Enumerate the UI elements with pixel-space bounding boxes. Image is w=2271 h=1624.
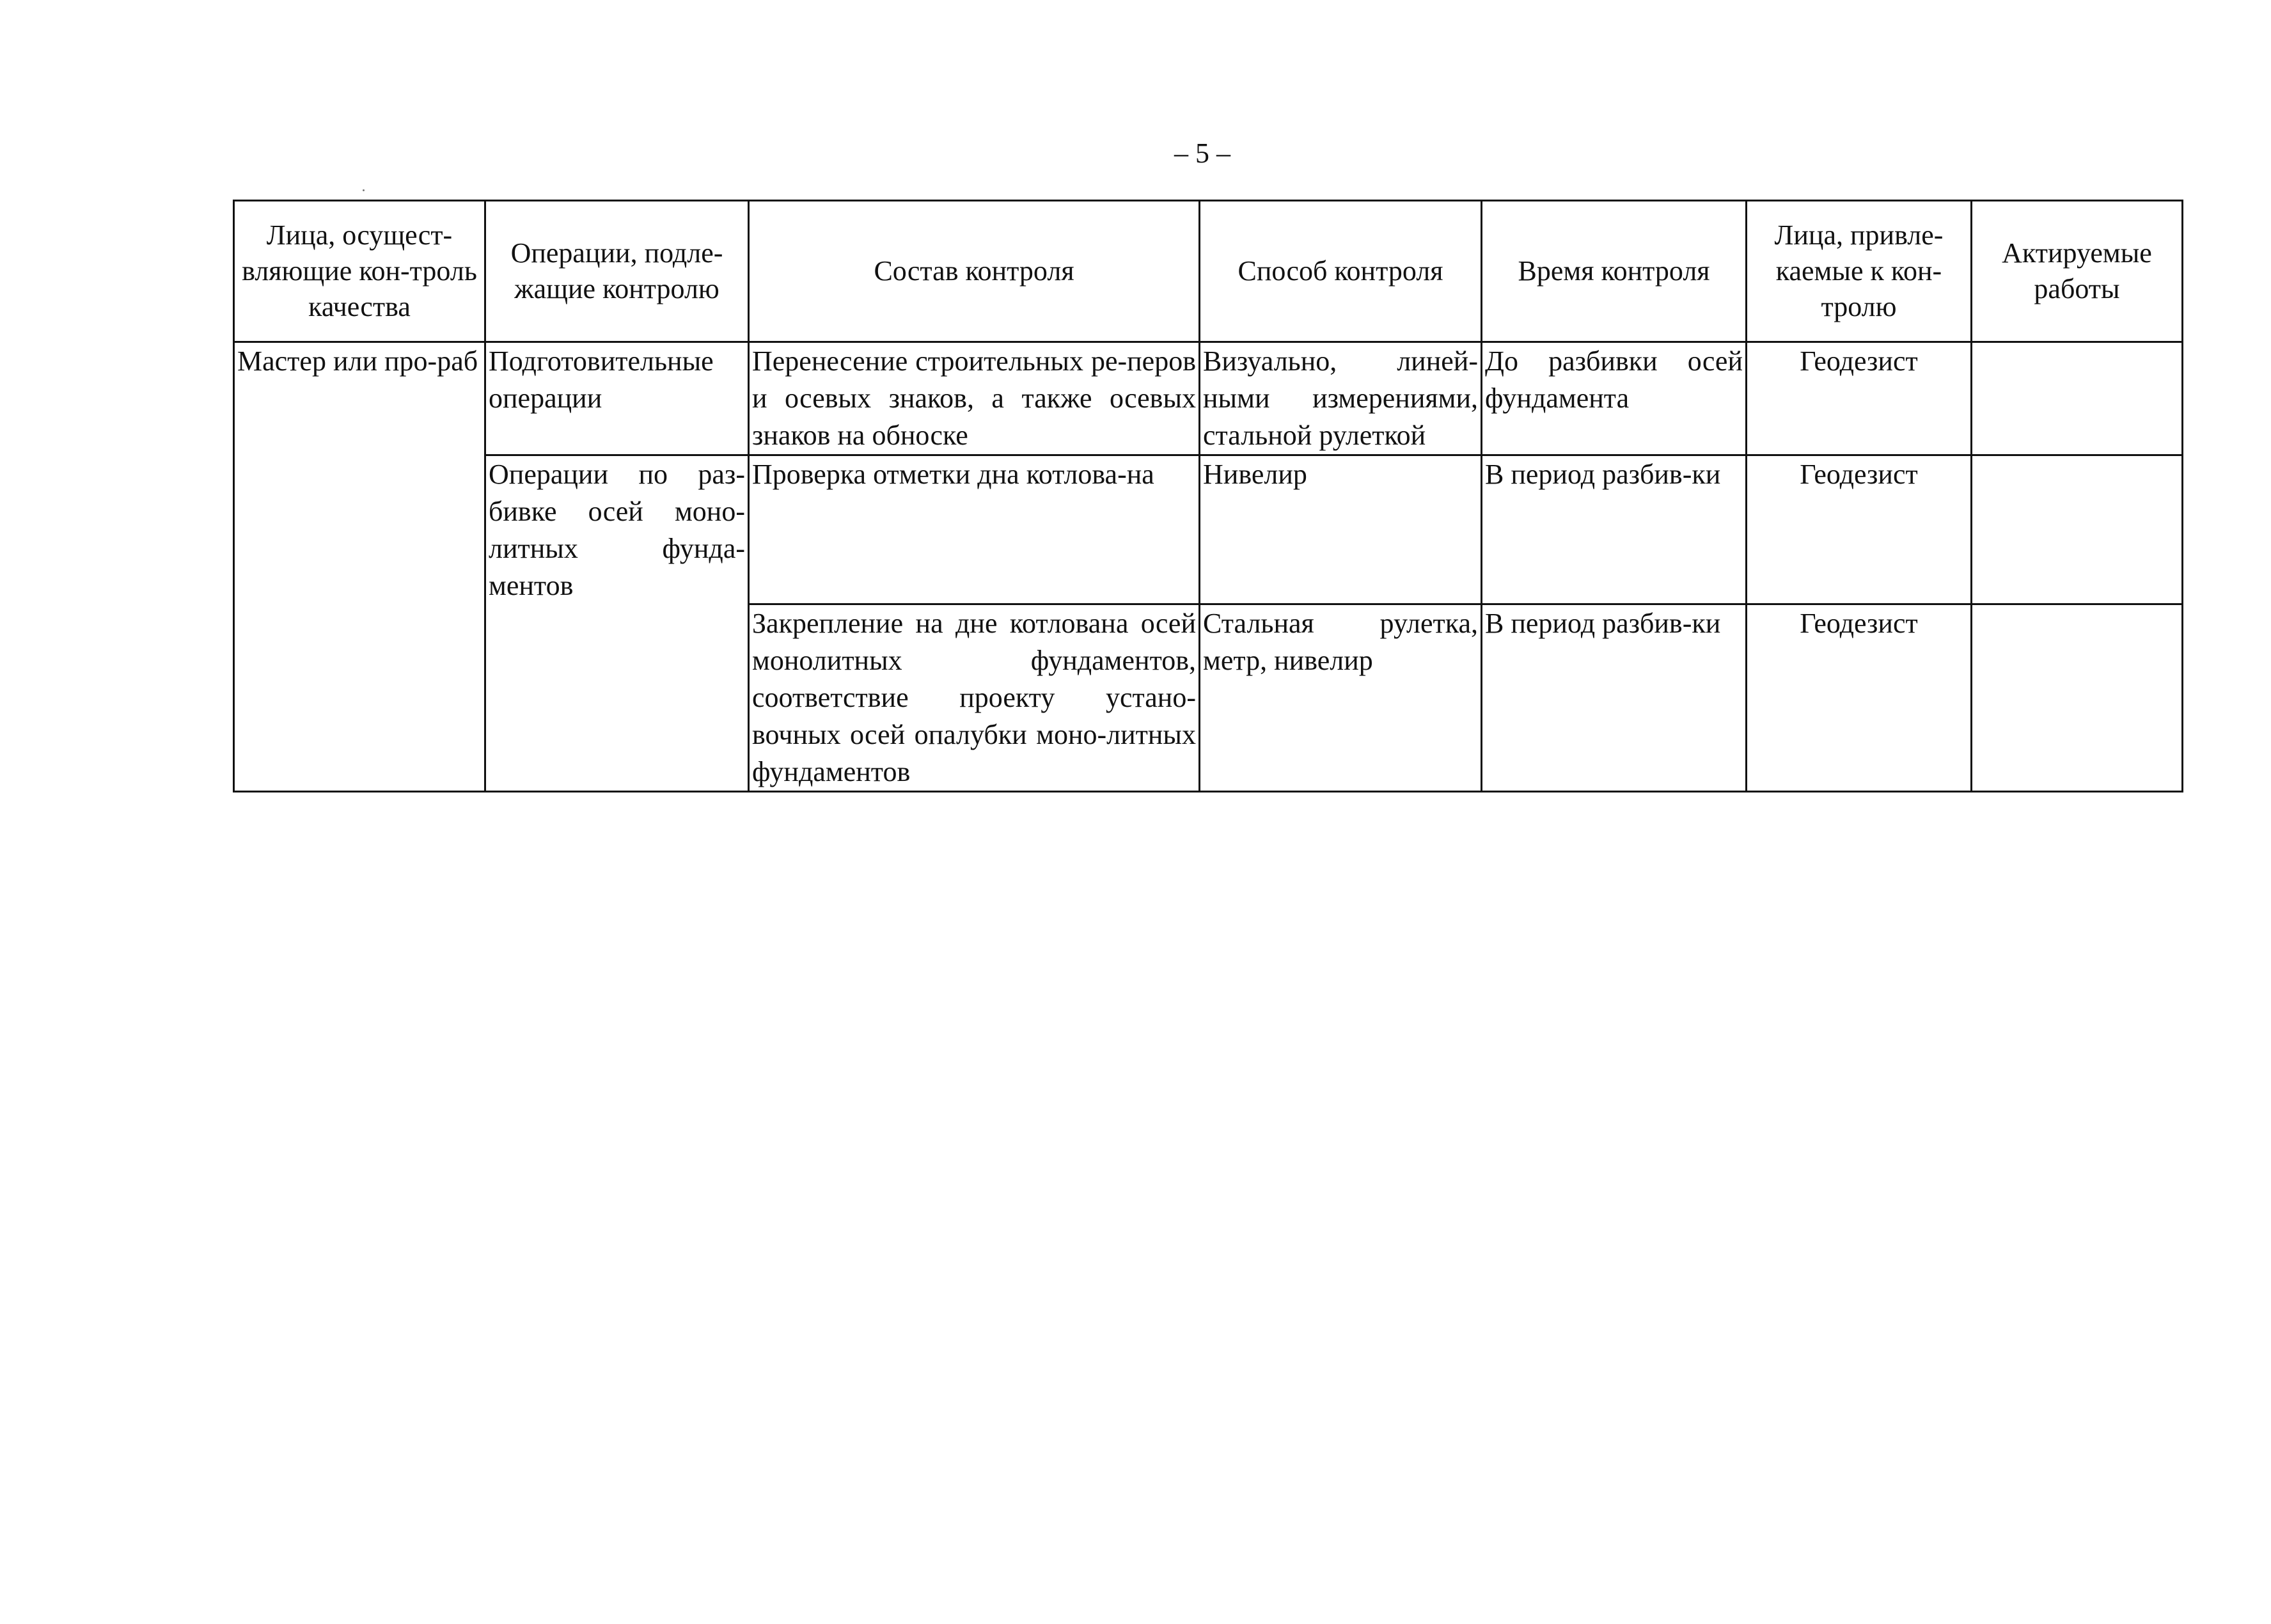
header-composition: Состав контроля xyxy=(749,201,1200,342)
cell-time: В период разбив-ки xyxy=(1482,604,1747,792)
header-acted-works: Актируемые работы xyxy=(1972,201,2183,342)
cell-operation: Подготовительные операции xyxy=(485,342,749,455)
cell-method: Визуально, линей-ными измерениями, стальной рулеткой xyxy=(1200,342,1482,455)
header-method: Способ контроля xyxy=(1200,201,1482,342)
table-row xyxy=(234,342,2183,455)
header-time: Время контроля xyxy=(1482,201,1747,342)
header-persons-control: Лица, осущест-вляющие кон-троль качества xyxy=(234,201,485,342)
page-number: – 5 – xyxy=(1174,138,1230,169)
cell-method: Стальная рулетка, метр, нивелир xyxy=(1200,604,1482,792)
cell-acts xyxy=(1972,455,2183,604)
cell-time: В период разбив-ки xyxy=(1482,455,1747,604)
cell-composition: Перенесение строительных ре-перов и осевых знаков, а также осевых знаков на обноске xyxy=(749,342,1200,455)
cell-operation: Операции по раз-бивке осей моно-литных фунда-ментов xyxy=(485,455,749,792)
scan-speck xyxy=(363,189,365,191)
cell-composition: Проверка отметки дна котлова-на xyxy=(749,455,1200,604)
quality-control-table xyxy=(233,200,2183,792)
table-header-row xyxy=(234,201,2183,342)
cell-acts xyxy=(1972,342,2183,455)
cell-involved: Геодезист xyxy=(1747,604,1972,792)
cell-persons: Мастер или про-раб xyxy=(234,342,485,792)
cell-involved: Геодезист xyxy=(1747,455,1972,604)
cell-method: Нивелир xyxy=(1200,455,1482,604)
header-involved-persons: Лица, привле-каемые к кон-тролю xyxy=(1747,201,1972,342)
header-operations: Операции, подле-жащие контролю xyxy=(485,201,749,342)
table-row xyxy=(234,455,2183,604)
cell-involved: Геодезист xyxy=(1747,342,1972,455)
cell-acts xyxy=(1972,604,2183,792)
cell-composition: Закрепление на дне котлована осей монолитных фундаментов, соответствие проекту устано-вочных осей опалубки моно-литных фундаментов xyxy=(749,604,1200,792)
cell-time: До разбивки осей фундамента xyxy=(1482,342,1747,455)
